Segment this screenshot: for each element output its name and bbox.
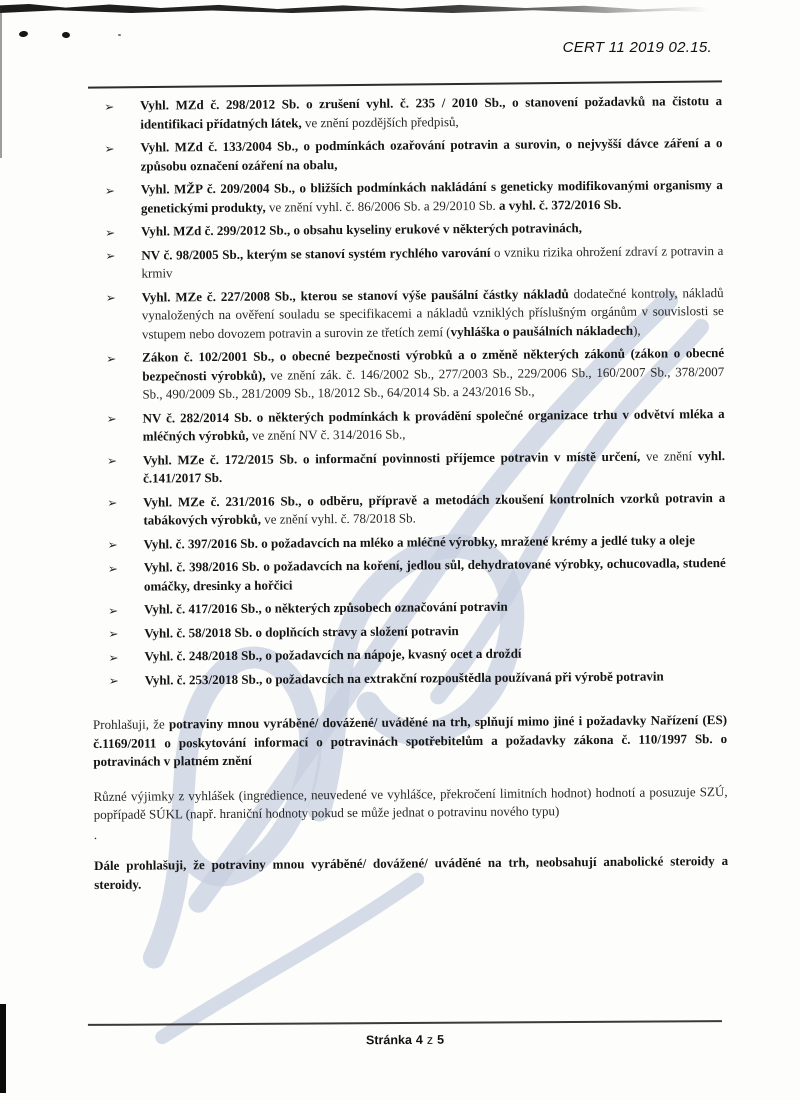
page-number: [88, 1031, 722, 1049]
arrow-bullet-icon: ➢: [108, 626, 119, 641]
item-text-segment: Vyhl. č. 417/2016 Sb., o některých způsobech označování potravin: [144, 598, 508, 617]
regulation-item: [92, 554, 726, 596]
arrow-bullet-icon: ➢: [105, 290, 116, 305]
paragraph-text-segment: Dále prohlašuji, že potraviny mnou vyráběné/ dovážené/ uváděné na trh, neobsahují anabolické steroidy a steroidy.: [94, 852, 729, 892]
item-text-segment: ve znění zák. č. 146/2002 Sb., 277/2003 Sb., 229/2006 Sb., 160/2007 Sb., 378/2007 Sb., 490/2009 Sb., 281/2009 Sb., 18/2012 Sb., 64/2014 Sb. a 243/2016 Sb.,: [142, 363, 725, 402]
item-text-segment: Vyhl. MZe č. 227/2008 Sb., kterou se stanoví výše paušální částky nákladů: [141, 285, 574, 305]
item-text-segment: Vyhl. č. 397/2016 Sb. o požadavcích na mléko a mléčné výrobky, mražené krémy a jedlé tuky a oleje: [143, 531, 696, 552]
scan-artifact-left-edge: [0, 8, 2, 158]
item-text-segment: ve znění pozdějších předpisů,: [304, 113, 459, 130]
arrow-bullet-icon: ➢: [107, 561, 118, 576]
item-text-segment: vyhláška o paušálních nákladech: [450, 322, 634, 339]
regulation-item: [88, 92, 722, 134]
paragraph-text-segment: potraviny mnou vyráběné/ dovážené/ uváděné na trh, splňují mimo jiné i požadavky Nařízení (ES) č.1169/2011 o poskytování informací o potravinách spotřebitelům a požadavky zákona č. 110/1997 Sb. o potravinách v platném znění: [93, 712, 728, 769]
arrow-bullet-icon: ➢: [106, 453, 118, 468]
item-text-segment: Vyhl. MŽP č. 209/2004 Sb., o bližších podmínkách nakládání s geneticky modifikovanými organismy a genetickými produkty,: [140, 177, 723, 216]
item-text-segment: dodatečné kontroly, nákladů vynaložených na ověření souladu se specifikacemi a nákladů vzniklých příslušným orgánům v souvislosti se vstupem nebo dovozem potravin a surovin ze třetích zemí (: [141, 284, 724, 342]
regulation-item: [90, 284, 724, 344]
paragraph-text-segment: Prohlašuji, že: [92, 716, 170, 732]
regulation-item: [90, 344, 724, 404]
item-text-segment: Vyhl. č. 58/2018 Sb. o doplňcích stravy a složení potravin: [144, 622, 459, 641]
item-text-segment: Vyhl. MZe č. 231/2016 Sb., o odběru, přípravě a metodách zkoušení kontrolních vzorků potravin a tabákových výrobků,: [143, 489, 726, 528]
regulation-item: [92, 531, 726, 554]
page-of: z: [426, 1032, 434, 1047]
regulation-item: [91, 405, 725, 447]
regulation-item: [89, 242, 723, 284]
arrow-bullet-icon: ➢: [104, 99, 115, 114]
regulation-item: [91, 489, 725, 531]
scan-artifact-left-bar: [0, 1004, 6, 1093]
arrow-bullet-icon: ➢: [105, 248, 116, 263]
header-divider: [88, 80, 722, 88]
item-text-segment: ve znění NV č. 314/2016 Sb.,: [251, 426, 406, 443]
item-text-segment: Vyhl. MZd č. 299/2012 Sb., o obsahu kyseliny erukové v některých potravinách,: [141, 220, 583, 239]
arrow-bullet-icon: ➢: [107, 495, 118, 510]
arrow-bullet-icon: ➢: [108, 650, 119, 665]
item-text-segment: ve znění: [645, 447, 698, 464]
regulation-item: [93, 667, 727, 690]
document-body: [88, 81, 728, 894]
item-text-segment: Vyhl. č. 248/2018 Sb., o požadavcích na nápoje, kvasný ocet a droždí: [144, 645, 522, 664]
item-text-segment: Vyhl. č. 398/2016 Sb. o požadavcích na koření, jedlou sůl, dehydratované výrobky, ochucovadla, studené omáčky, dresinky a hořčici: [143, 555, 726, 594]
item-text-segment: Vyhl. č. 253/2018 Sb., o požadavcích na extrakční rozpouštědla používaná při výrobě potravin: [144, 667, 664, 688]
regulation-item: [92, 596, 726, 619]
arrow-bullet-icon: ➢: [107, 537, 118, 552]
arrow-bullet-icon: ➢: [106, 351, 117, 366]
item-text-segment: ve znění vyhl. č. 78/2018 Sb.: [264, 510, 416, 527]
arrow-bullet-icon: ➢: [106, 411, 117, 426]
page-label: Stránka: [365, 1032, 412, 1048]
item-text-segment: Vyhl. MZd č. 298/2012 Sb. o zrušení vyhl. č. 235 / 2010 Sb., o stanovení požadavků na čistotu a identifikaci přídatných látek,: [140, 93, 723, 132]
item-text-segment: o vzniku rizika ohrožení zdraví z potravin a krmiv: [141, 242, 724, 281]
paragraph-text-segment: .: [93, 826, 98, 842]
declaration-paragraph: [94, 820, 728, 843]
arrow-bullet-icon: ➢: [108, 673, 119, 688]
paragraph-text-segment: Různé výjimky z vyhlášek (ingredience, neuvedené ve vyhlášce, překročení limitních hodnot) hodnotí a posuzuje SZÚ, popřípadě SÚKL (např. hraniční hodnoty pokud se může jednat o potravinu nového typu): [93, 783, 728, 822]
regulation-item: [88, 134, 722, 176]
item-text-segment: Vyhl. MZe č. 172/2015 Sb. o informační povinnosti příjemce potravin v místě určení,: [142, 448, 646, 468]
scan-artifact-dot: [118, 34, 121, 36]
declaration-paragraphs: [93, 711, 728, 894]
page-footer: [88, 1020, 722, 1049]
regulation-item: [91, 447, 725, 489]
scan-artifact-top-band: [0, 4, 730, 13]
arrow-bullet-icon: ➢: [104, 183, 115, 198]
scan-artifact-dot: [62, 32, 71, 39]
item-text-segment: NV č. 282/2014 Sb. o některých podmínkách k provádění společné organizace trhu v odvětví mléka a mléčných výrobků,: [142, 405, 725, 444]
regulation-item: [92, 643, 726, 666]
arrow-bullet-icon: ➢: [104, 141, 115, 156]
declaration-paragraph: [93, 711, 727, 771]
item-text-segment: vyhl. č.141/2017 Sb.: [143, 447, 725, 486]
regulation-list: [88, 92, 727, 690]
footer-divider: [88, 1020, 722, 1026]
arrow-bullet-icon: ➢: [105, 225, 116, 240]
declaration-paragraph: [94, 852, 728, 894]
item-text-segment: NV č. 98/2005 Sb., kterým se stanoví systém rychlého varování: [141, 244, 495, 263]
item-text-segment: Vyhl. MZd č. 133/2004 Sb., o podmínkách ozařování potravin a surovin, o nejvyšší dávce záření a o způsobu označení ozáření na obalu,: [140, 135, 723, 174]
page-total: 5: [437, 1032, 445, 1047]
item-text-segment: ),: [632, 322, 641, 338]
page-current: 4: [415, 1032, 423, 1047]
document-code: CERT 11 2019 02.15.: [562, 39, 712, 56]
regulation-item: [92, 620, 726, 643]
regulation-item: [89, 176, 723, 218]
item-text-segment: Zákon č. 102/2001 Sb., o obecné bezpečnosti výrobků a o změně některých zákonů (zákon o obecné bezpečnosti výrobků),: [142, 345, 725, 384]
scan-artifact-dot: [19, 30, 29, 37]
regulation-item: [89, 218, 723, 241]
arrow-bullet-icon: ➢: [108, 603, 119, 618]
declaration-paragraph: [94, 782, 728, 824]
item-text-segment: ve znění vyhl. č. 86/2006 Sb. a 29/2010 Sb.: [268, 197, 499, 215]
item-text-segment: a vyhl. č. 372/2016 Sb.: [498, 196, 622, 213]
